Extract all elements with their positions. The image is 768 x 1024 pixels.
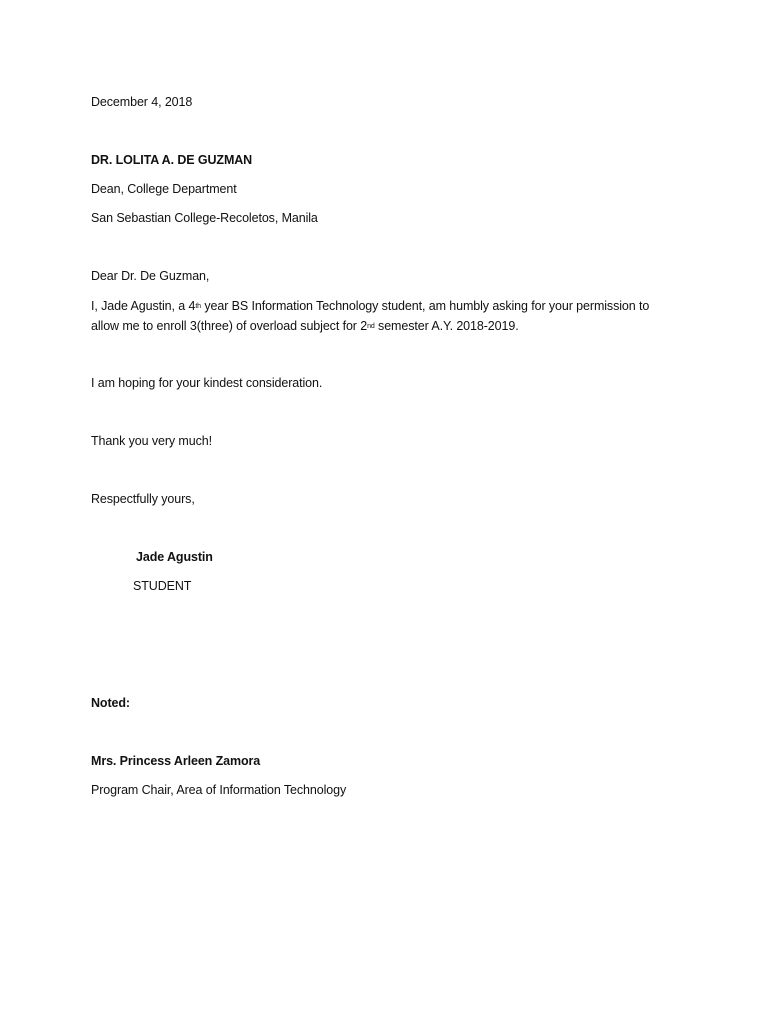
body-hope: I am hoping for your kindest consideration. — [91, 376, 323, 390]
body-thanks: Thank you very much! — [91, 434, 212, 448]
recipient-title: Dean, College Department — [91, 182, 237, 196]
noter-name: Mrs. Princess Arleen Zamora — [91, 754, 261, 768]
body-line-1-sup: th — [195, 302, 201, 310]
body-line-2 — [91, 318, 519, 334]
sender-role: STUDENT — [133, 579, 192, 593]
body-line-1-part-a: I, Jade Agustin, a 4 — [91, 299, 196, 313]
letter-date: December 4, 2018 — [91, 95, 193, 109]
body-line-2-part-b: semester A.Y. 2018-2019. — [374, 319, 519, 333]
noted-label: Noted: — [91, 696, 130, 710]
closing: Respectfully yours, — [91, 492, 195, 506]
salutation: Dear Dr. De Guzman, — [91, 269, 210, 283]
noter-title: Program Chair, Area of Information Technology — [91, 783, 347, 797]
sender-name: Jade Agustin — [136, 550, 213, 564]
body-line-1-part-b: year BS Information Technology student, am humbly asking for your permission to — [200, 299, 650, 313]
recipient-institution: San Sebastian College-Recoletos, Manila — [91, 211, 318, 225]
body-line-2-sup: nd — [367, 322, 375, 330]
body-line-1 — [91, 298, 649, 314]
body-line-2-part-a: allow me to enroll 3(three) of overload subject for 2 — [91, 319, 368, 333]
recipient-name: DR. LOLITA A. DE GUZMAN — [91, 153, 253, 167]
